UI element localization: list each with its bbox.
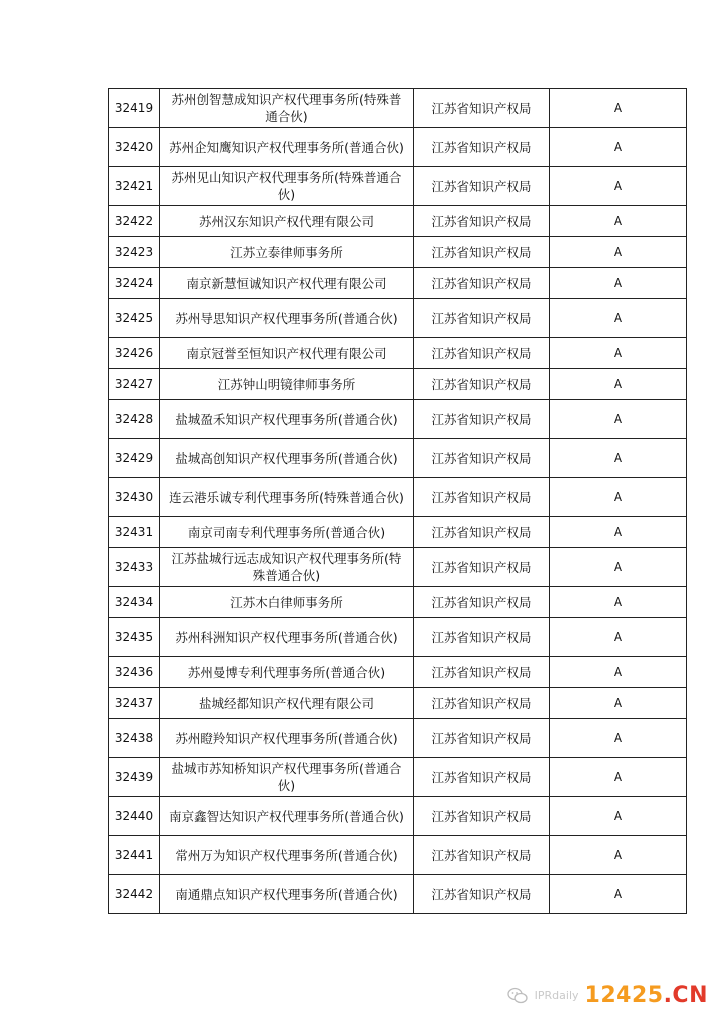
agency-cell: 江苏省知识产权局 (414, 167, 550, 206)
row-id-cell: 32420 (109, 128, 160, 167)
table-row (109, 299, 687, 338)
row-id-cell: 32440 (109, 797, 160, 836)
firm-name-cell: 南通鼎点知识产权代理事务所(普通合伙) (160, 875, 414, 914)
grade-cell: A (550, 299, 687, 338)
row-id-cell: 32426 (109, 338, 160, 369)
table-row (109, 89, 687, 128)
firm-name-cell: 盐城高创知识产权代理事务所(普通合伙) (160, 439, 414, 478)
table-row (109, 237, 687, 268)
agency-cell: 江苏省知识产权局 (414, 400, 550, 439)
firm-name-cell: 江苏木白律师事务所 (160, 587, 414, 618)
agency-cell: 江苏省知识产权局 (414, 548, 550, 587)
grade-cell: A (550, 517, 687, 548)
agency-cell: 江苏省知识产权局 (414, 478, 550, 517)
row-id-cell: 32435 (109, 618, 160, 657)
table-row (109, 517, 687, 548)
wechat-icon (507, 987, 529, 1005)
row-id-cell: 32429 (109, 439, 160, 478)
grade-cell: A (550, 400, 687, 439)
watermark (507, 983, 708, 1008)
table-row (109, 719, 687, 758)
agency-cell: 江苏省知识产权局 (414, 268, 550, 299)
table-row (109, 268, 687, 299)
table-row (109, 688, 687, 719)
table-row (109, 758, 687, 797)
grade-cell: A (550, 587, 687, 618)
agency-cell: 江苏省知识产权局 (414, 836, 550, 875)
agency-cell: 江苏省知识产权局 (414, 237, 550, 268)
grade-cell: A (550, 657, 687, 688)
row-id-cell: 32436 (109, 657, 160, 688)
grade-cell: A (550, 369, 687, 400)
agency-cell: 江苏省知识产权局 (414, 299, 550, 338)
row-id-cell: 32419 (109, 89, 160, 128)
agency-cell: 江苏省知识产权局 (414, 758, 550, 797)
row-id-cell: 32423 (109, 237, 160, 268)
grade-cell: A (550, 128, 687, 167)
firm-name-cell: 苏州曼博专利代理事务所(普通合伙) (160, 657, 414, 688)
table-row (109, 338, 687, 369)
table-row (109, 369, 687, 400)
firm-name-cell: 盐城市苏知桥知识产权代理事务所(普通合伙) (160, 758, 414, 797)
table-row (109, 548, 687, 587)
grade-cell: A (550, 206, 687, 237)
firm-name-cell: 南京冠誉至恒知识产权代理有限公司 (160, 338, 414, 369)
row-id-cell: 32427 (109, 369, 160, 400)
grade-cell: A (550, 875, 687, 914)
firm-name-cell: 苏州科洲知识产权代理事务所(普通合伙) (160, 618, 414, 657)
table-row (109, 618, 687, 657)
table-row (109, 400, 687, 439)
grade-cell: A (550, 478, 687, 517)
agency-cell: 江苏省知识产权局 (414, 517, 550, 548)
row-id-cell: 32425 (109, 299, 160, 338)
firm-name-cell: 苏州见山知识产权代理事务所(特殊普通合伙) (160, 167, 414, 206)
row-id-cell: 32439 (109, 758, 160, 797)
grade-cell: A (550, 439, 687, 478)
agency-cell: 江苏省知识产权局 (414, 338, 550, 369)
firm-name-cell: 南京新慧恒诚知识产权代理有限公司 (160, 268, 414, 299)
grade-cell: A (550, 338, 687, 369)
firm-name-cell: 盐城经都知识产权代理有限公司 (160, 688, 414, 719)
table-row (109, 587, 687, 618)
site-tld: .CN (663, 983, 708, 1008)
row-id-cell: 32424 (109, 268, 160, 299)
agency-cell: 江苏省知识产权局 (414, 89, 550, 128)
agency-cell: 江苏省知识产权局 (414, 875, 550, 914)
firm-name-cell: 南京鑫智达知识产权代理事务所(普通合伙) (160, 797, 414, 836)
table-row (109, 128, 687, 167)
firm-name-cell: 盐城盈禾知识产权代理事务所(普通合伙) (160, 400, 414, 439)
row-id-cell: 32434 (109, 587, 160, 618)
table-row (109, 797, 687, 836)
table-row (109, 875, 687, 914)
agency-cell: 江苏省知识产权局 (414, 657, 550, 688)
row-id-cell: 32430 (109, 478, 160, 517)
row-id-cell: 32437 (109, 688, 160, 719)
grade-cell: A (550, 797, 687, 836)
agency-cell: 江苏省知识产权局 (414, 587, 550, 618)
agency-cell: 江苏省知识产权局 (414, 719, 550, 758)
agency-cell: 江苏省知识产权局 (414, 206, 550, 237)
agency-cell: 江苏省知识产权局 (414, 439, 550, 478)
grade-cell: A (550, 268, 687, 299)
grade-cell: A (550, 688, 687, 719)
row-id-cell: 32421 (109, 167, 160, 206)
table-body (109, 89, 687, 914)
firm-name-cell: 苏州企知鹰知识产权代理事务所(普通合伙) (160, 128, 414, 167)
firm-name-cell: 江苏钟山明镜律师事务所 (160, 369, 414, 400)
table-row (109, 206, 687, 237)
watermark-faint-label: IPRdaily (534, 989, 579, 1002)
firm-name-cell: 江苏立泰律师事务所 (160, 237, 414, 268)
row-id-cell: 32441 (109, 836, 160, 875)
firm-name-cell: 苏州创智慧成知识产权代理事务所(特殊普通合伙) (160, 89, 414, 128)
agency-cell: 江苏省知识产权局 (414, 369, 550, 400)
agency-cell: 江苏省知识产权局 (414, 797, 550, 836)
table-row (109, 439, 687, 478)
firm-name-cell: 连云港乐诚专利代理事务所(特殊普通合伙) (160, 478, 414, 517)
site-number: 12425 (584, 983, 664, 1008)
firm-name-cell: 苏州瞪羚知识产权代理事务所(普通合伙) (160, 719, 414, 758)
grade-cell: A (550, 836, 687, 875)
firm-name-cell: 南京司南专利代理事务所(普通合伙) (160, 517, 414, 548)
firm-name-cell: 苏州汉东知识产权代理有限公司 (160, 206, 414, 237)
table-row (109, 478, 687, 517)
table-row (109, 836, 687, 875)
site-logo (585, 983, 708, 1008)
table-row (109, 167, 687, 206)
agency-cell: 江苏省知识产权局 (414, 618, 550, 657)
grade-cell: A (550, 89, 687, 128)
grade-cell: A (550, 618, 687, 657)
row-id-cell: 32433 (109, 548, 160, 587)
grade-cell: A (550, 548, 687, 587)
agency-cell: 江苏省知识产权局 (414, 688, 550, 719)
grade-cell: A (550, 237, 687, 268)
row-id-cell: 32438 (109, 719, 160, 758)
firm-name-cell: 苏州导思知识产权代理事务所(普通合伙) (160, 299, 414, 338)
grade-cell: A (550, 758, 687, 797)
row-id-cell: 32442 (109, 875, 160, 914)
agency-table (108, 88, 687, 914)
row-id-cell: 32428 (109, 400, 160, 439)
firm-name-cell: 江苏盐城行远志成知识产权代理事务所(特殊普通合伙) (160, 548, 414, 587)
grade-cell: A (550, 167, 687, 206)
firm-name-cell: 常州万为知识产权代理事务所(普通合伙) (160, 836, 414, 875)
table-row (109, 657, 687, 688)
grade-cell: A (550, 719, 687, 758)
row-id-cell: 32422 (109, 206, 160, 237)
agency-cell: 江苏省知识产权局 (414, 128, 550, 167)
row-id-cell: 32431 (109, 517, 160, 548)
